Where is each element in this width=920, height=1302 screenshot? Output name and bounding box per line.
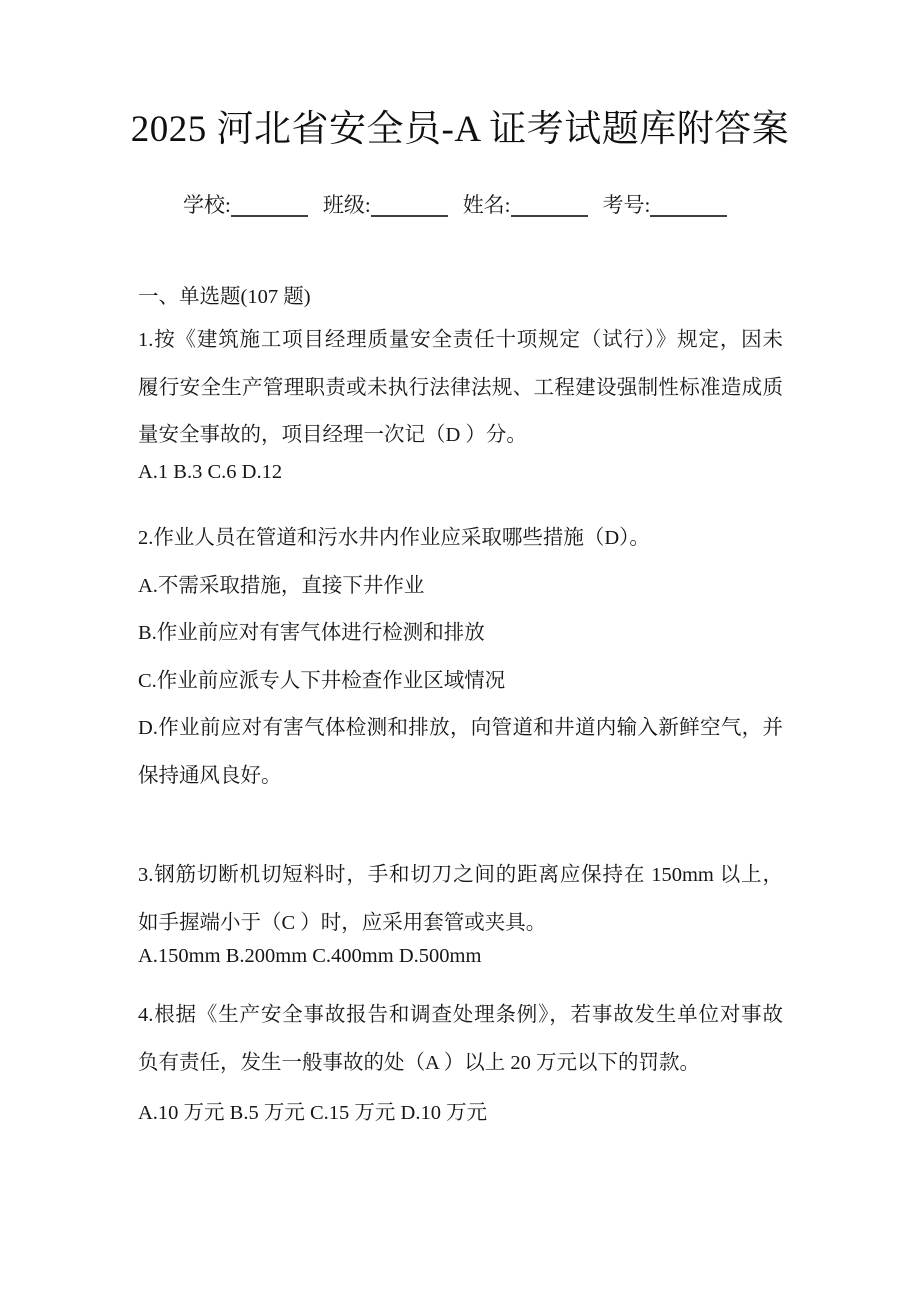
question-1-line-3: 量安全事故的，项目经理一次记（D ）分。 (138, 424, 527, 446)
question-4-options (138, 1090, 783, 1138)
class-field-label: 班级: (322, 193, 371, 217)
name-blank-line (511, 194, 588, 217)
question-2-option-c: C.作业前应派专人下井检查作业区域情况 (138, 669, 506, 692)
school-field-label: 学校: (183, 193, 231, 217)
class-field (323, 189, 448, 220)
name-field (463, 189, 588, 220)
student-info-row (183, 189, 727, 220)
exam-number-field-label: 考号: (602, 193, 651, 217)
question-3-options-line: A.150mm B.200mm C.400mm D.500mm (138, 945, 482, 967)
question-1-options (138, 449, 783, 497)
question-4-text (138, 992, 783, 1087)
question-2-option-d-cont: 保持通风良好。 (138, 764, 282, 787)
question-2-text (138, 515, 783, 800)
question-1-options-line: A.1 B.3 C.6 D.12 (138, 461, 283, 483)
section-heading: 一、单选题(107 题) (138, 286, 311, 308)
question-2-option-b: B.作业前应对有害气体进行检测和排放 (138, 622, 485, 644)
question-4-options-line: A.10 万元 B.5 万元 C.15 万元 D.10 万元 (138, 1102, 488, 1124)
question-1-text (138, 317, 783, 460)
school-blank-line (231, 194, 308, 217)
question-3-line-2: 如手握端小于（C ）时，应采用套管或夹具。 (138, 911, 547, 934)
question-4-line-1: 4.根据《生产安全事故报告和调查处理条例》，若事故发生单位对事故 (138, 1004, 783, 1026)
exam-number-field (603, 189, 728, 220)
question-4-line-2: 负有责任，发生一般事故的处（A ）以上 20 万元以下的罚款。 (138, 1051, 701, 1074)
question-1-line-1: 1.按《建筑施工项目经理质量安全责任十项规定（试行）》规定，因未 (138, 329, 783, 351)
class-blank-line (371, 194, 448, 217)
question-2-option-d: D.作业前应对有害气体检测和排放，向管道和井道内输入新鲜空气，并 (138, 717, 783, 739)
exam-number-blank-line (650, 194, 727, 217)
question-2-option-a: A.不需采取措施，直接下井作业 (138, 574, 425, 597)
question-3-options (138, 933, 783, 981)
question-2-line-1: 2.作业人员在管道和污水井内作业应采取哪些措施（D）。 (138, 527, 650, 549)
document-title: 2025 河北省安全员-A 证考试题库附答案 (130, 109, 790, 150)
question-3-line-1: 3.钢筋切断机切短料时，手和切刀之间的距离应保持在 150mm 以上， (138, 864, 783, 886)
school-field (183, 189, 308, 220)
name-field-label: 姓名: (462, 193, 511, 217)
section-heading-block (138, 274, 783, 322)
question-1-line-2: 履行安全生产管理职责或未执行法律法规、工程建设强制性标准造成质 (138, 376, 783, 399)
